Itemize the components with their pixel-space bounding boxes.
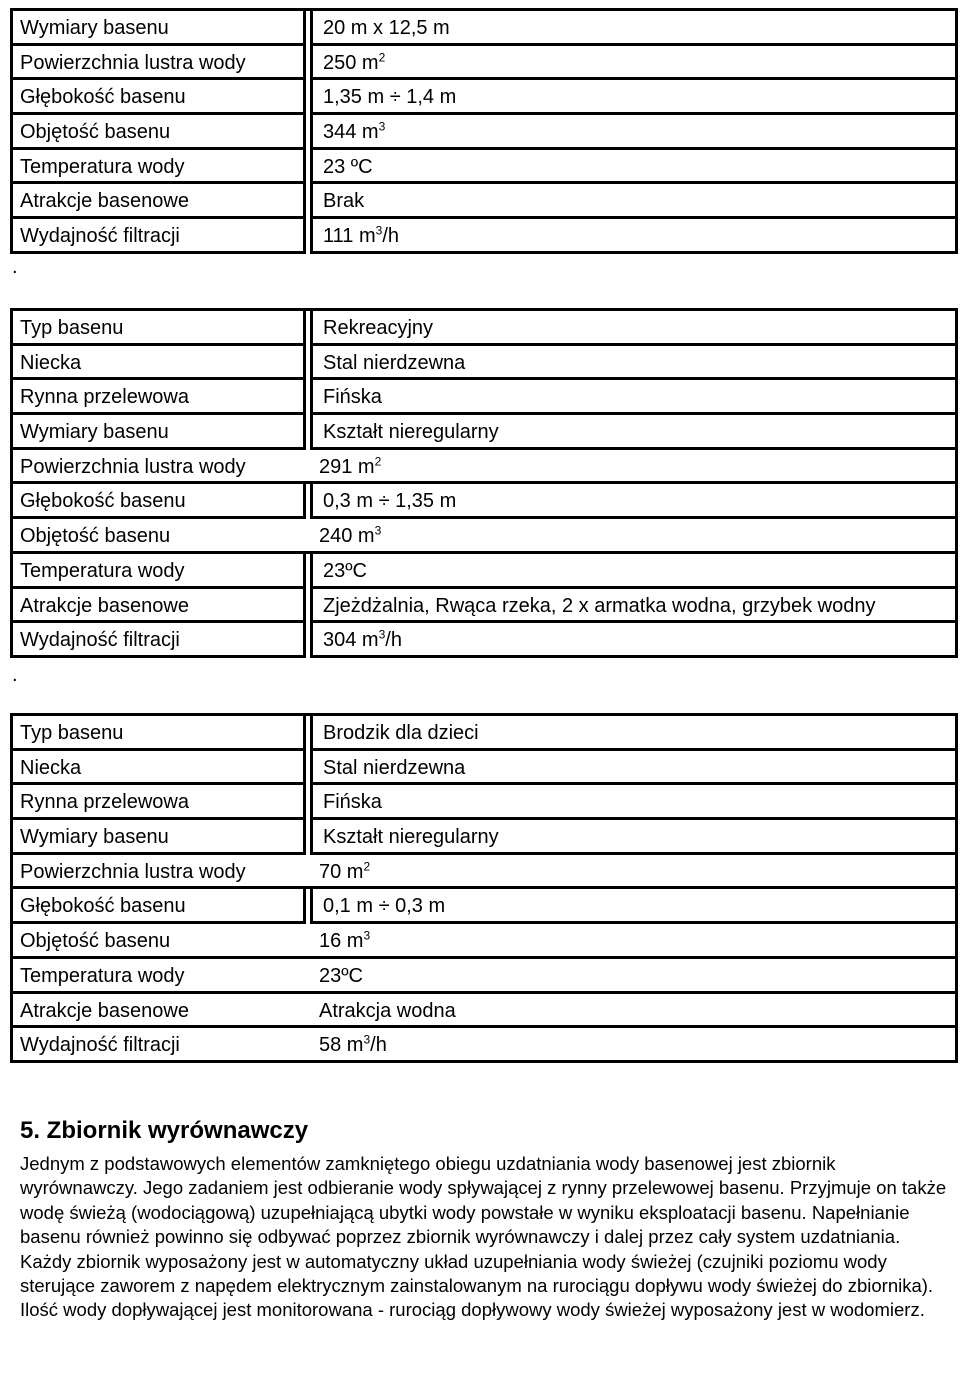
value-text: Brodzik dla dzieci xyxy=(323,722,479,744)
row-value xyxy=(309,519,958,554)
unit-suffix: /h xyxy=(382,225,399,248)
row-value xyxy=(309,450,958,485)
value-text: Kształt nieregularny xyxy=(323,826,499,849)
value-text: 304 m xyxy=(323,629,379,652)
table-row xyxy=(13,450,958,485)
value-text: 0,1 m ÷ 0,3 m xyxy=(323,895,446,918)
row-value xyxy=(310,46,958,81)
table-row xyxy=(13,380,958,415)
table-row xyxy=(13,751,958,786)
value-text: 23ºC xyxy=(323,559,367,582)
table-row xyxy=(13,484,958,519)
value-text: Kształt nieregularny xyxy=(323,421,499,444)
row-label: Głębokość basenu xyxy=(13,80,306,115)
separator-dot: . xyxy=(12,664,18,686)
row-value xyxy=(309,924,958,959)
row-label: Temperatura wody xyxy=(13,959,309,994)
row-value xyxy=(310,380,958,415)
table-row xyxy=(13,924,958,959)
row-label: Objętość basenu xyxy=(13,519,309,554)
table-row xyxy=(13,46,958,81)
pool-spec-table-1 xyxy=(10,8,958,254)
table-row xyxy=(13,589,958,624)
unit-exponent: 3 xyxy=(374,523,382,538)
table-row xyxy=(13,785,958,820)
unit-exponent: 3 xyxy=(363,1032,371,1047)
table-row xyxy=(13,623,958,658)
pool-spec-table-2 xyxy=(10,308,958,658)
table-row xyxy=(13,1028,958,1063)
value-text: Zjeżdżalnia, Rwąca rzeka, 2 x armatka wodna, grzybek wodny xyxy=(323,594,876,617)
row-value xyxy=(310,716,958,751)
value-text: 58 m xyxy=(319,1034,364,1057)
value-text: 70 m xyxy=(319,860,364,883)
row-value xyxy=(310,623,958,658)
row-label: Rynna przelewowa xyxy=(13,380,306,415)
unit-exponent: 3 xyxy=(363,928,371,943)
row-label: Objętość basenu xyxy=(13,115,306,150)
table-row xyxy=(13,80,958,115)
row-value xyxy=(309,994,958,1029)
table-row xyxy=(13,889,958,924)
row-value xyxy=(309,855,958,890)
row-label: Typ basenu xyxy=(13,716,306,751)
row-value xyxy=(310,484,958,519)
value-text: 250 m xyxy=(323,51,379,74)
row-value xyxy=(309,959,958,994)
row-label: Głębokość basenu xyxy=(13,484,306,519)
row-value xyxy=(310,889,958,924)
table-row xyxy=(13,716,958,751)
value-text: 20 m x 12,5 m xyxy=(323,17,450,39)
value-text: 0,3 m ÷ 1,35 m xyxy=(323,490,457,513)
row-value xyxy=(310,346,958,381)
row-value xyxy=(310,415,958,450)
value-text: 1,35 m ÷ 1,4 m xyxy=(323,86,457,109)
table-row xyxy=(13,959,958,994)
unit-exponent: 3 xyxy=(378,119,386,134)
row-label: Temperatura wody xyxy=(13,554,306,589)
table-row xyxy=(13,184,958,219)
table-row xyxy=(13,415,958,450)
value-text: 23 ºC xyxy=(323,155,373,178)
row-label: Rynna przelewowa xyxy=(13,785,306,820)
value-text: Stal nierdzewna xyxy=(323,756,466,779)
row-label: Wymiary basenu xyxy=(13,415,306,450)
row-label: Wydajność filtracji xyxy=(13,1028,309,1063)
value-text: Stal nierdzewna xyxy=(323,351,466,374)
table-row xyxy=(13,11,958,46)
paragraph: Każdy zbiornik wyposażony jest w automatyczny układ uzupełniania wody świeżej (czujniki poziomu wody sterujące zaworem z napędem elektrycznym zainstalowanym na rurociągu dopływu wody świeżej do zbiornika). Ilość wody dopływającej jest monitorowana - rurociąg dopływowy wody świeżej wyposażony jest w wodomierz. xyxy=(20,1250,934,1321)
unit-exponent: 2 xyxy=(363,859,371,874)
row-label: Niecka xyxy=(13,346,306,381)
table-row xyxy=(13,994,958,1029)
section-heading: 5. Zbiornik wyrównawczy xyxy=(20,1117,309,1144)
value-text: Rekreacyjny xyxy=(323,317,434,339)
row-value xyxy=(310,150,958,185)
value-text: Brak xyxy=(323,190,365,213)
row-value xyxy=(310,11,958,46)
row-value xyxy=(310,554,958,589)
row-label: Powierzchnia lustra wody xyxy=(13,46,306,81)
unit-suffix: /h xyxy=(370,1034,387,1057)
row-label: Atrakcje basenowe xyxy=(13,184,306,219)
row-value xyxy=(310,751,958,786)
row-label: Atrakcje basenowe xyxy=(13,994,309,1029)
value-text: 23ºC xyxy=(319,964,363,987)
pool-spec-table-3 xyxy=(10,713,958,1063)
row-label: Objętość basenu xyxy=(13,924,309,959)
value-text: Fińska xyxy=(323,791,382,814)
row-label: Wymiary basenu xyxy=(13,11,306,46)
row-value xyxy=(310,311,958,346)
value-text: 240 m xyxy=(319,525,375,548)
row-label: Wydajność filtracji xyxy=(13,219,306,254)
table-row xyxy=(13,115,958,150)
value-text: 291 m xyxy=(319,455,375,478)
section-body xyxy=(20,1152,950,1323)
row-label: Atrakcje basenowe xyxy=(13,589,306,624)
table-row xyxy=(13,820,958,855)
table-row xyxy=(13,554,958,589)
row-value xyxy=(310,219,958,254)
row-label: Wydajność filtracji xyxy=(13,623,306,658)
row-value xyxy=(310,80,958,115)
row-label: Niecka xyxy=(13,751,306,786)
table-row xyxy=(13,311,958,346)
unit-exponent: 3 xyxy=(378,627,386,642)
unit-exponent: 2 xyxy=(374,454,382,469)
table-row xyxy=(13,519,958,554)
value-text: Atrakcja wodna xyxy=(319,999,456,1022)
table-row xyxy=(13,855,958,890)
row-value xyxy=(310,785,958,820)
value-text: 16 m xyxy=(319,930,364,953)
row-label: Wymiary basenu xyxy=(13,820,306,855)
unit-exponent: 2 xyxy=(378,50,386,65)
separator-dot: . xyxy=(12,256,18,278)
row-value xyxy=(309,1028,958,1063)
table-row xyxy=(13,150,958,185)
paragraph: Jednym z podstawowych elementów zamkniętego obiegu uzdatniania wody basenowej jest zbiornik wyrównawczy. Jego zadaniem jest odbieranie wody spływającej z rynny przelewowej basenu. Przyjmuje on także wodę świeżą (wodociągową) uzupełniającą ubytki wody powstałe w wyniku eksploatacji basenu. Napełnianie basenu również powinno się odbywać poprzez zbiornik wyrównawczy i dalej przez cały system uzdatniania. xyxy=(20,1153,947,1248)
row-value xyxy=(310,820,958,855)
unit-suffix: /h xyxy=(385,629,402,652)
row-label: Typ basenu xyxy=(13,311,306,346)
value-text: 111 m xyxy=(323,225,376,248)
row-value xyxy=(310,115,958,150)
value-text: 344 m xyxy=(323,121,379,144)
table-row xyxy=(13,219,958,254)
row-label: Głębokość basenu xyxy=(13,889,306,924)
row-label: Temperatura wody xyxy=(13,150,306,185)
row-label: Powierzchnia lustra wody xyxy=(13,450,309,485)
unit-exponent: 3 xyxy=(375,223,383,238)
row-label: Powierzchnia lustra wody xyxy=(13,855,309,890)
row-value xyxy=(310,589,958,624)
table-row xyxy=(13,346,958,381)
row-value xyxy=(310,184,958,219)
value-text: Fińska xyxy=(323,386,382,409)
